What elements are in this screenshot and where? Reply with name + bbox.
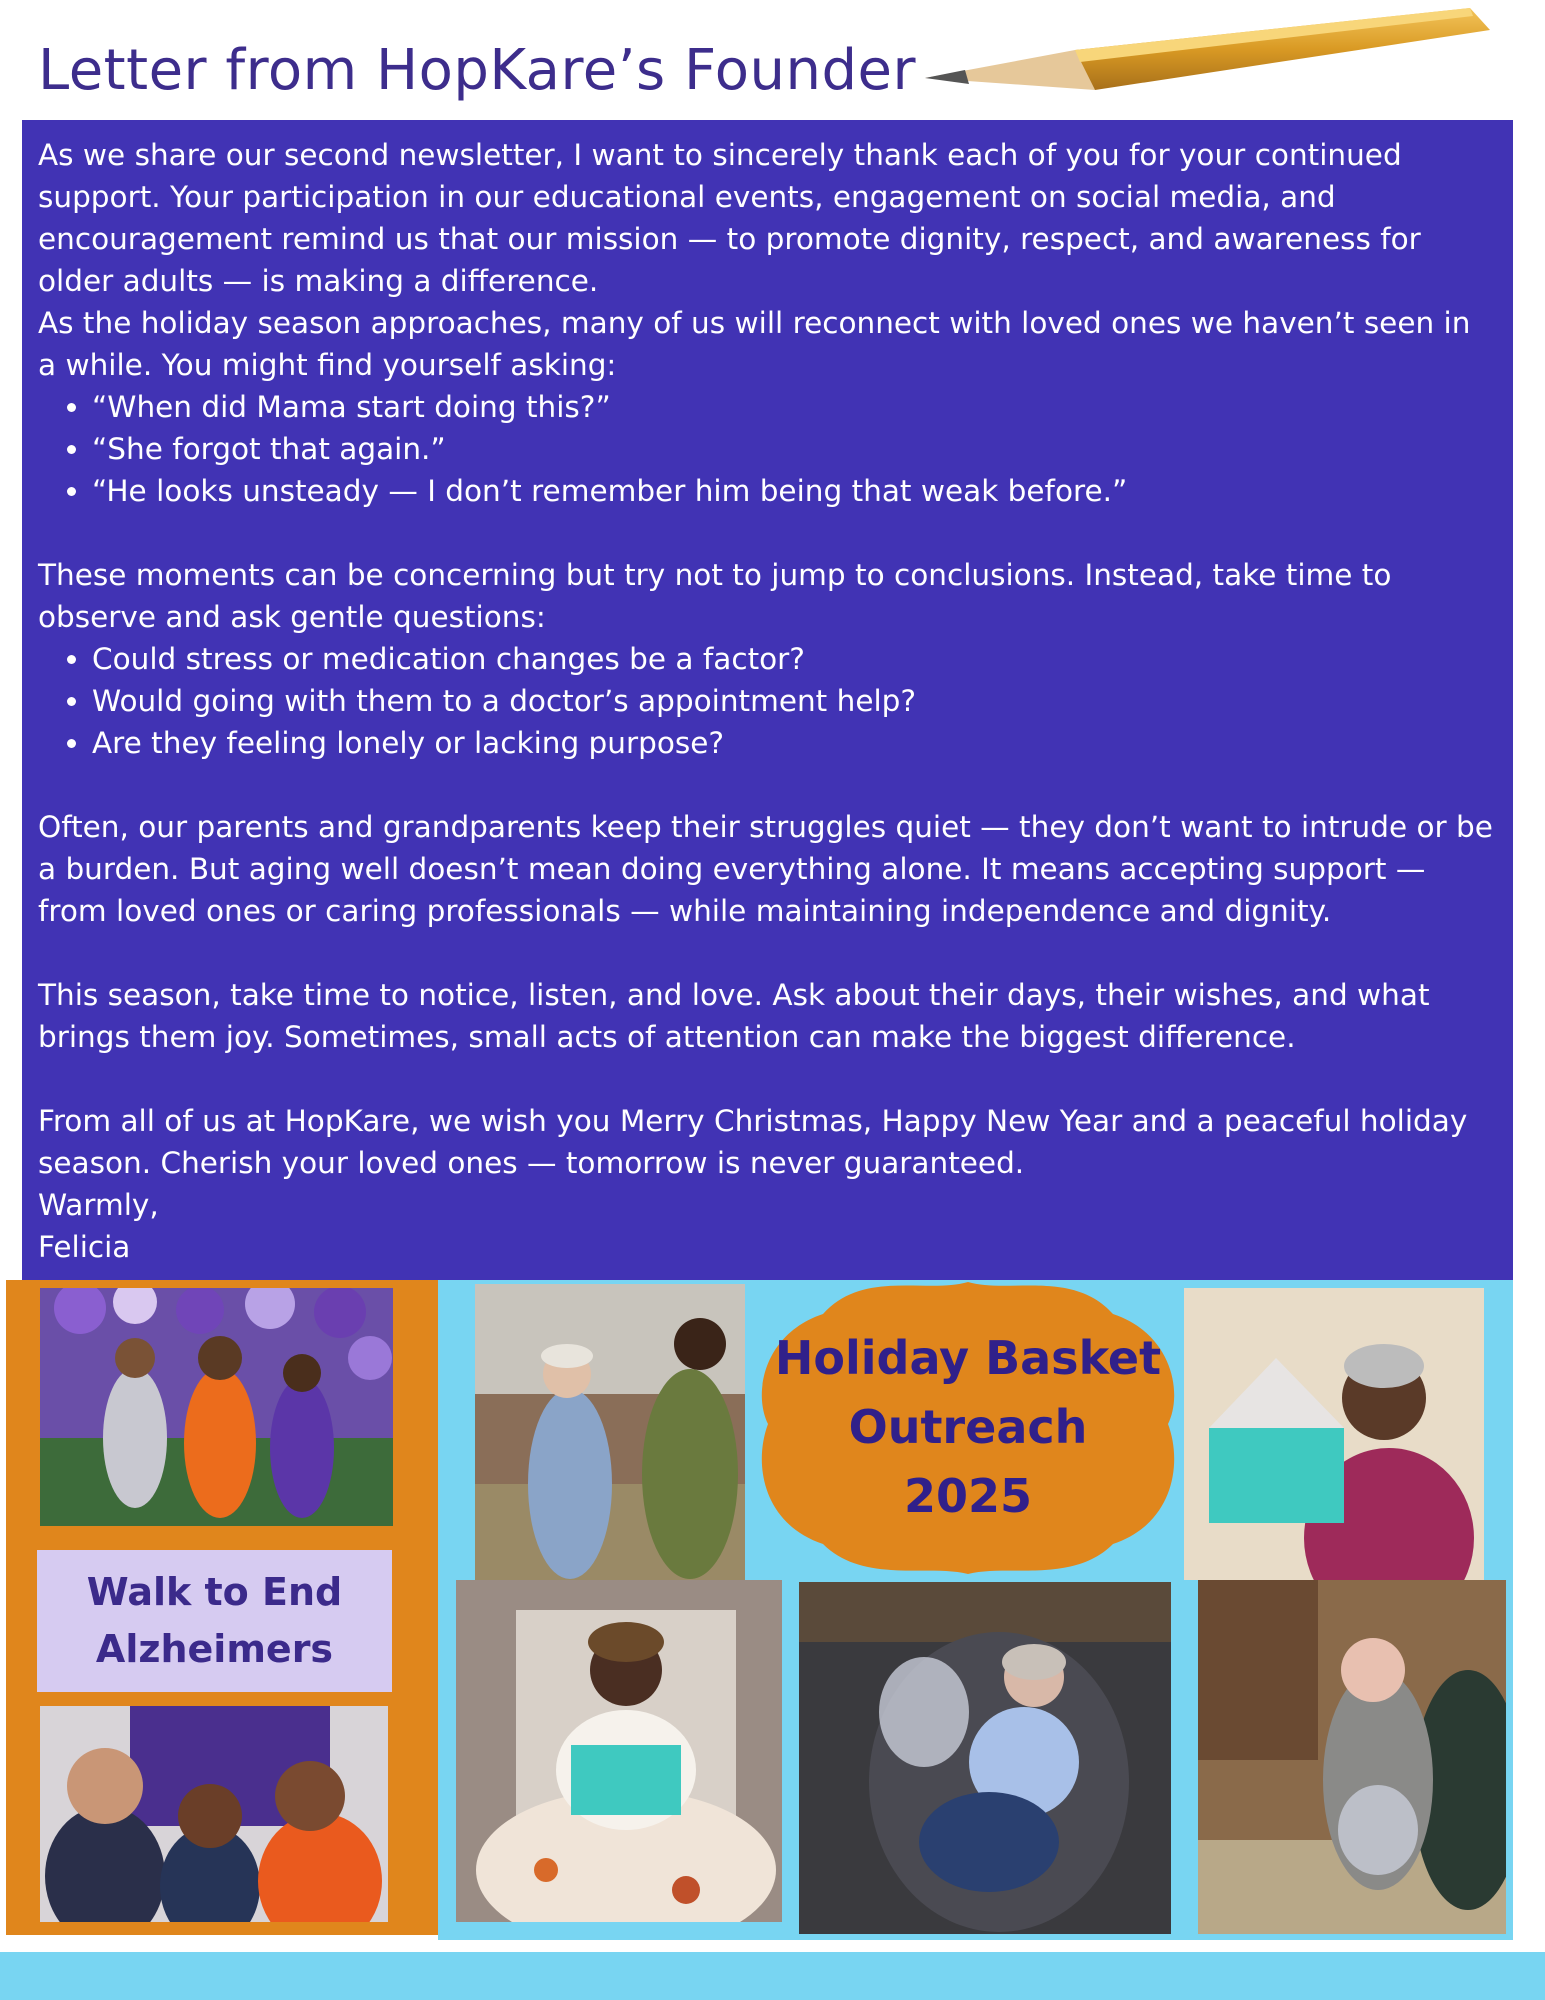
pencil-image	[925, 0, 1495, 100]
walk-label-line1: Walk to End	[86, 1570, 343, 1614]
footer-band	[0, 1952, 1545, 2000]
page-title: Letter from HopKare’s Founder	[38, 38, 916, 103]
list-item: • Would going with them to a doctor’s appointment help?	[92, 680, 1497, 722]
gentle-question-list	[38, 638, 1497, 764]
basket-recipient-photo-1	[1184, 1288, 1484, 1580]
basket-title-line2: Outreach	[848, 1399, 1088, 1454]
letter-often-paragraph: Often, our parents and grandparents keep their struggles quiet — they don’t want to intrude or be a burden. But aging well doesn’t mean doing everything alone. It means accepting support — from loved ones or caring professionals — while maintaining independence and dignity.	[38, 810, 1493, 928]
walk-label-line2: Alzheimers	[95, 1627, 334, 1671]
walk-group-photo	[40, 1288, 393, 1526]
basket-title-line1: Holiday Basket	[774, 1330, 1162, 1385]
basket-delivery-photo	[475, 1284, 745, 1580]
basket-recipient-photo-4	[1198, 1580, 1506, 1934]
letter-signature: Felicia	[38, 1230, 131, 1264]
basket-recipient-photo-2	[456, 1580, 782, 1922]
letter-holiday-paragraph: As the holiday season approaches, many of us will reconnect with loved ones we haven’t seen in a while. You might find yourself asking:	[38, 306, 1471, 382]
letter-intro: As we share our second newsletter, I want to sincerely thank each of you for your continued support. Your participation in our educational events, engagement on social media, and encouragement remind us that our mission — to promote dignity, respect, and awareness for older adults — is making a difference.	[38, 138, 1421, 298]
letter-closing: Warmly,	[38, 1188, 159, 1222]
question-list	[38, 386, 1497, 512]
list-item: • “He looks unsteady — I don’t remember him being that weak before.”	[92, 470, 1497, 512]
basket-recipient-photo-3	[799, 1582, 1171, 1934]
holiday-basket-badge	[753, 1274, 1183, 1580]
founder-letter	[22, 120, 1513, 1280]
letter-concern-paragraph: These moments can be concerning but try not to jump to conclusions. Instead, take time to observe and ask gentle questions:	[38, 558, 1392, 634]
list-item: • “She forgot that again.”	[92, 428, 1497, 470]
list-item: • Could stress or medication changes be a factor?	[92, 638, 1497, 680]
letter-season-paragraph: This season, take time to notice, listen, and love. Ask about their days, their wishes, and what brings them joy. Sometimes, small acts of attention can make the biggest difference.	[38, 978, 1430, 1054]
letter-wishes-paragraph: From all of us at HopKare, we wish you Merry Christmas, Happy New Year and a peaceful holiday season. Cherish your loved ones — tomorrow is never guaranteed.	[38, 1104, 1468, 1180]
photo-collage	[0, 1280, 1545, 1940]
list-item: • Are they feeling lonely or lacking purpose?	[92, 722, 1497, 764]
walk-team-photo	[40, 1706, 388, 1922]
basket-title-line3: 2025	[903, 1468, 1033, 1523]
walk-label	[37, 1550, 392, 1692]
list-item: • “When did Mama start doing this?”	[92, 386, 1497, 428]
